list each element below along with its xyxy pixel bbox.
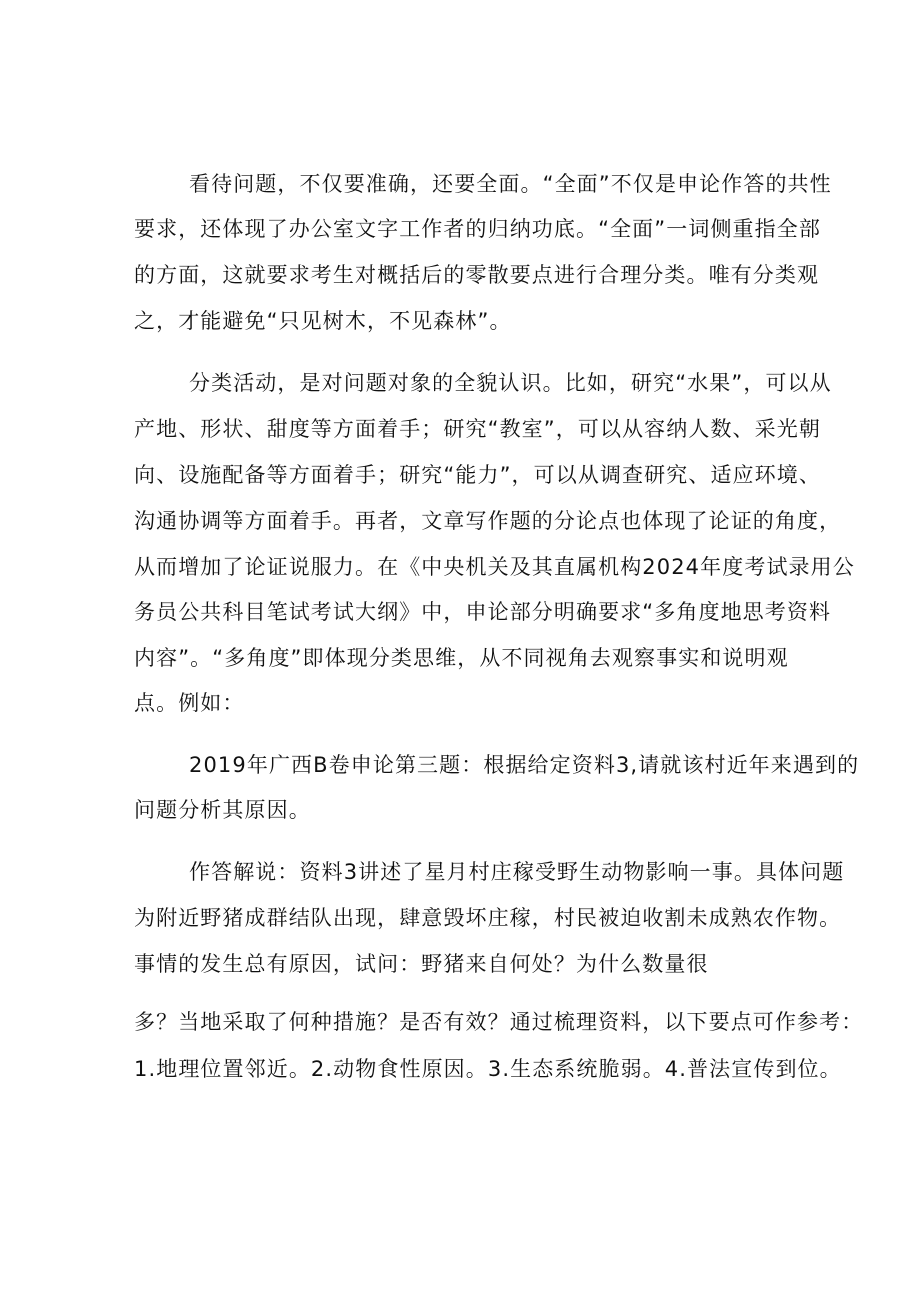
paragraph-line: 问题分析其原因。 [134,798,311,822]
paragraph-line: 2019年广西B卷申论第三题：根据给定资料3,请就该村近年来遇到的 [189,753,860,777]
paragraph-line: 点。例如： [134,691,245,715]
paragraph-line: 的方面，这就要求考生对概括后的零散要点进行合理分类。唯有分类观 [134,263,820,287]
paragraph-line: 为附近野猪成群结队出现，肆意毁坏庄稼，村民被迫收割未成熟农作物。 [134,906,842,930]
paragraph-line: 沟通协调等方面着手。再者，文章写作题的分论点也体现了论证的角度， [134,509,842,533]
paragraph-line: 看待问题，不仅要准确，还要全面。“全面”不仅是申论作答的共性 [189,172,832,196]
paragraph-line: 多？当地采取了何种措施？是否有效？通过梳理资料，以下要点可作参考： [134,1010,864,1034]
paragraph-line: 向、设施配备等方面着手；研究“能力”，可以从调查研究、适应环境、 [134,463,821,487]
paragraph-line: 务员公共科目笔试考试大纲》中，申论部分明确要求“多角度地思考资料 [134,600,832,624]
paragraph-line: 1.地理位置邻近。2.动物食性原因。3.生态系统脆弱。4.普法宣传到位。 [134,1057,842,1081]
paragraph-line: 要求，还体现了办公室文字工作者的归纳功底。“全面”一词侧重指全部 [134,217,821,241]
paragraph-line: 作答解说：资料3讲述了星月村庄稼受野生动物影响一事。具体问题 [189,860,845,884]
paragraph-line: 之，才能避免“只见树木，不见森林”。 [134,309,512,333]
paragraph-line: 事情的发生总有原因，试问：野猪来自何处？为什么数量很 [134,952,709,976]
paragraph-line: 分类活动，是对问题对象的全貌认识。比如，研究“水果”，可以从 [189,371,832,395]
paragraph-line: 从而增加了论证说服力。在《中央机关及其直属机构2024年度考试录用公 [134,555,855,579]
paragraph-line: 产地、形状、甜度等方面着手；研究“教室”，可以从容纳人数、采光朝 [134,417,821,441]
paragraph-line: 内容”。“多角度”即体现分类思维，从不同视角去观察事实和说明观 [134,646,789,670]
